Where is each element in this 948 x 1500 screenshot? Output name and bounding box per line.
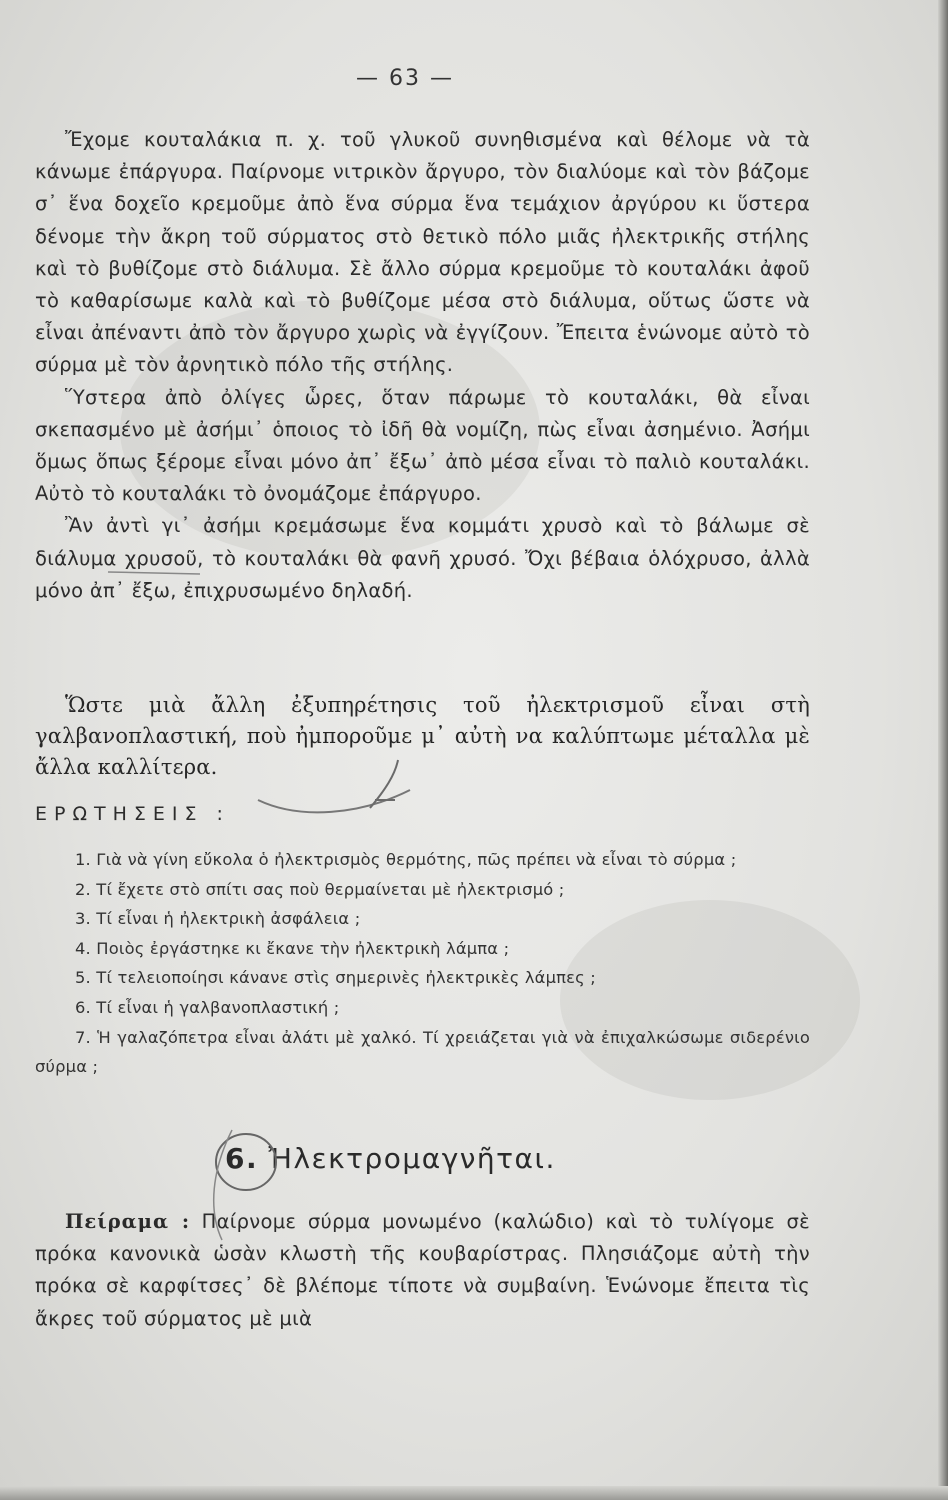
questions-list	[35, 845, 810, 1082]
question-item: 1. Γιὰ νὰ γίνη εὔκολα ὁ ἠλεκτρισμὸς θερμότης, πῶς πρέπει νὰ εἶναι τὸ σύρμα ;	[75, 850, 737, 869]
question-item: 6. Τί εἶναι ἡ γαλβανοπλαστική ;	[75, 997, 340, 1017]
question-item: 2. Τί ἔχετε στὸ σπίτι σας ποὺ θερμαίνεται μὲ ἠλεκτρισμό ;	[75, 879, 565, 899]
questions-heading: ΕΡΩΤΗΣΕΙΣ :	[35, 803, 230, 825]
section-title-text: Ἠλεκτρομαγνῆται.	[268, 1142, 556, 1175]
summary-block	[35, 690, 810, 783]
summary-text: Ὥστε μιὰ ἄλλη ἐξυπηρέτησις τοῦ ἠλεκτρισμοῦ εἶναι στὴ γαλβανοπλαστική, ποὺ ἠμποροῦμε μ᾽ αὐτὴ να καλύπτωμε μέταλλα μὲ ἄλλα καλλίτερα.	[35, 693, 810, 779]
question-item: 4. Ποιὸς ἐργάστηκε κι ἔκανε τὴν ἠλεκτρικὴ λάμπα ;	[75, 938, 510, 958]
question-item: 3. Τί εἶναι ἡ ἠλεκτρικὴ ἀσφάλεια ;	[75, 909, 361, 929]
section-number: 6.	[225, 1142, 259, 1175]
experiment-text: Παίρνομε σύρμα μονωμένο (καλώδιο) καὶ τὸ τυλίγομε σὲ πρόκα κανονικὰ ὡσὰν κλωστὴ τῆς κουβαρίστρας. Πλησιάζομε αὐτὴ τὴν πρόκα σὲ καρφίτσες᾽ δὲ βλέπομε τίποτε νὰ συμβαίνη. Ἑνώνομε ἔπειτα τὶς ἄκρες τοῦ σύρματος μὲ μιὰ	[35, 1210, 810, 1330]
page-number: — 63 —	[356, 66, 454, 91]
main-text	[35, 124, 810, 607]
experiment-paragraph	[35, 1206, 810, 1335]
paragraph-gold: Ἂν ἀντὶ γι᾽ ἀσήμι κρεμάσωμε ἕνα κομμάτι χρυσὸ καὶ τὸ βάλωμε σὲ διάλυμα χρυσοῦ, τὸ κουταλάκι θὰ φανῆ χρυσό. Ὄχι βέβαια ὁλόχρυσο, ἀλλὰ μόνο ἀπ᾽ ἔξω, ἐπιχρυσωμένο δηλαδή.	[35, 514, 810, 602]
page-edge-bottom	[0, 1486, 948, 1500]
paragraph-result: Ὕστερα ἀπὸ ὀλίγες ὧρες, ὅταν πάρωμε τὸ κουταλάκι, θὰ εἶναι σκεπασμένο μὲ ἀσήμι᾽ ὁποιος τὸ ἰδῆ θὰ νομίζη, πὼς εἶναι ἀσημένιο. Ἀσήμι ὅμως ὅπως ξέρομε εἶναι μόνο ἀπ᾽ ἔξω᾽ ἀπὸ μέσα εἶναι τὸ παλιὸ κουταλάκι. Αὐτὸ τὸ κουταλάκι τὸ ὀνομάζομε ἐπάργυρο.	[35, 385, 810, 506]
paragraph-silver-plating: Ἔχομε κουταλάκια π. χ. τοῦ γλυκοῦ συνηθισμένα καὶ θέλομε νὰ τὰ κάνωμε ἐπάργυρα. Παίρνομε νιτρικὸν ἄργυρο, τὸν διαλύομε καὶ τὸν βάζομε σ᾽ ἕνα δοχεῖο κρεμοῦμε ἀπὸ ἕνα σύρμα ἕνα τεμάχιον ἀργύρου κι ὕστερα δένομε τὴν ἄκρη τοῦ σύρματος στὸ θετικὸ πόλο μιᾶς ἠλεκτρικῆς στήλης καὶ τὸ βυθίζομε στὸ διάλυμα. Σὲ ἄλλο σύρμα κρεμοῦμε τὸ κουταλάκι ἀφοῦ τὸ καθαρίσωμε καλὰ καὶ τὸ βυθίζομε μέσα στὸ διάλυμα, οὕτως ὥστε νὰ εἶναι ἀπέναντι ἀπὸ τὸν ἄργυρο χωρὶς νὰ ἐγγίζουν. Ἔπειτα ἑνώνομε αὐτὸ τὸ σύρμα μὲ τὸν ἀρνητικὸ πόλο τῆς στήλης.	[35, 128, 810, 377]
experiment-block	[35, 1206, 810, 1335]
question-item: 7. Ἡ γαλαζόπετρα εἶναι ἀλάτι μὲ χαλκό. Τί χρειάζεται γιὰ νὰ ἐπιχαλκώσωμε σιδερένιο σύρμα ;	[35, 1027, 810, 1077]
section-title	[225, 1142, 725, 1175]
question-item: 5. Τί τελειοποίησι κάνανε στὶς σημερινὲς ἠλεκτρικὲς λάμπες ;	[75, 968, 596, 988]
experiment-label: Πείραμα :	[65, 1210, 191, 1233]
page-edge-right	[938, 0, 948, 1500]
